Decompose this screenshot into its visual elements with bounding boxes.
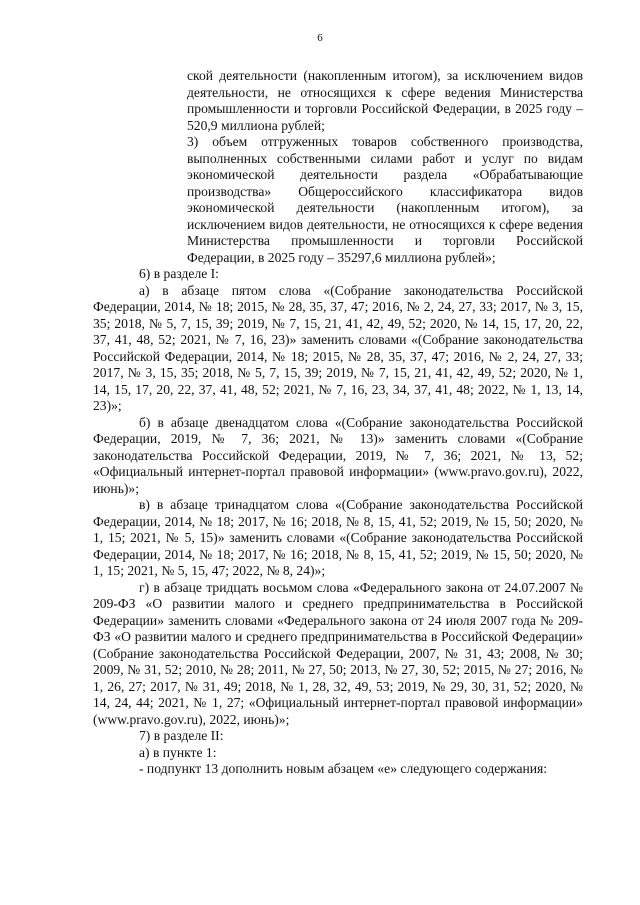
paragraph-section-7: 7) в разделе II: — [139, 728, 224, 743]
paragraph-section-6: 6) в разделе I: — [139, 266, 219, 281]
page-number: 6 — [317, 32, 323, 44]
paragraph-subitem-v: в) в абзаце тринадцатом слова «(Собрание законодательства Российской Федерации, 2014, № 18; 2017, № 16; 2018, № 8, 15, 41, 52; 2019, № 15, 50; 2020, № 1, 15; 2021, № 5, 15)» заменить словами «(Собрание законодательства Российской Федерации, 2014, № 18; 2017, № 16; 2018, № 8, 15, 41, 52; 2019, № 15, 50; 2020, № 1, 15; 2021, № 5, 15, 47; 2022, № 8, 24)»; — [93, 497, 583, 578]
paragraph-subpoint-13: - подпункт 13 дополнить новым абзацем «е» следующего содержания: — [139, 761, 548, 776]
paragraph-subitem-g: г) в абзаце тридцать восьмом слова «Федерального закона от 24.07.2007 № 209-ФЗ «О развитии малого и среднего предпринимательства в Российской Федерации» заменить словами «Федерального закона от 24 июля 2007 года № 209-ФЗ «О развитии малого и среднего предпринимательства в Российской Федерации» (Собрание законодательства Российской Федерации, 2007, № 31, 43; 2008, № 30; 2009, № 31, 52; 2010, № 28; 2011, № 27, 50; 2013, № 27, 30, 52; 2015, № 27; 2016, № 1, 26, 27; 2017, № 31, 49; 2018, № 1, 28, 32, 49, 53; 2019, № 29, 30, 31, 52; 2020, № 14, 24, 44; 2021, № 1, 27; «Официальный интернет-портал правовой информации» (www.pravo.gov.ru), 2022, июнь)»; — [93, 579, 583, 727]
paragraph-point-1: а) в пункте 1: — [139, 744, 217, 760]
paragraph-continuation: ской деятельности (накопленным итогом), за исключением видов деятельности, не относящихся к сфере ведения Министерства промышленности и торговли Российской Федерации, в 2025 году – 520,9 миллиона рублей; — [187, 68, 583, 133]
paragraph-subitem-b: б) в абзаце двенадцатом слова «(Собрание законодательства Российской Федерации, 2019, № 7, 36; 2021, № 13)» заменить словами «(Собрание законодательства Российской Федерации, 2019, № 7, 36; 2021, № 13, 52; «Официальный интернет-портал правовой информации» (www.pravo.gov.ru), 2022, июнь)»; — [93, 414, 583, 496]
document-body — [93, 68, 583, 778]
paragraph-item-3: 3) объем отгруженных товаров собственного производства, выполненных собственными силами работ и услуг по видам экономической деятельности раздела «Обрабатывающие производства» Общероссийского классификатора видов экономической деятельности (накопленным итогом), за исключением видов деятельности, не относящихся к сфере ведения Министерства промышленности и торговли Российской Федерации, в 2025 году – 35297,6 миллиона рублей»; — [187, 134, 583, 265]
paragraph-subitem-a: а) в абзаце пятом слова «(Собрание законодательства Российской Федерации, 2014, № 18; 2015, № 28, 35, 37, 47; 2016, № 2, 24, 27, 33; 2017, № 3, 15, 35; 2018, № 5, 7, 15, 39; 2019, № 7, 15, 21, 41, 42, 49, 52; 2020, № 14, 15, 17, 20, 22, 37, 41, 48, 52; 2021, № 7, 16, 23)» заменить словами «(Собрание законодательства Российской Федерации, 2014, № 18; 2015, № 28, 35, 37, 47; 2016, № 2, 24, 27, 33; 2017, № 3, 15, 35; 2018, № 5, 7, 15, 39; 2019, № 7, 15, 21, 41, 42, 49, 52; 2020, № 1, 14, 15, 17, 20, 22, 37, 41, 48, 52; 2021, № 7, 16, 23, 34, 37, 41, 48; 2022, № 1, 13, 14, 23)»; — [93, 282, 583, 413]
